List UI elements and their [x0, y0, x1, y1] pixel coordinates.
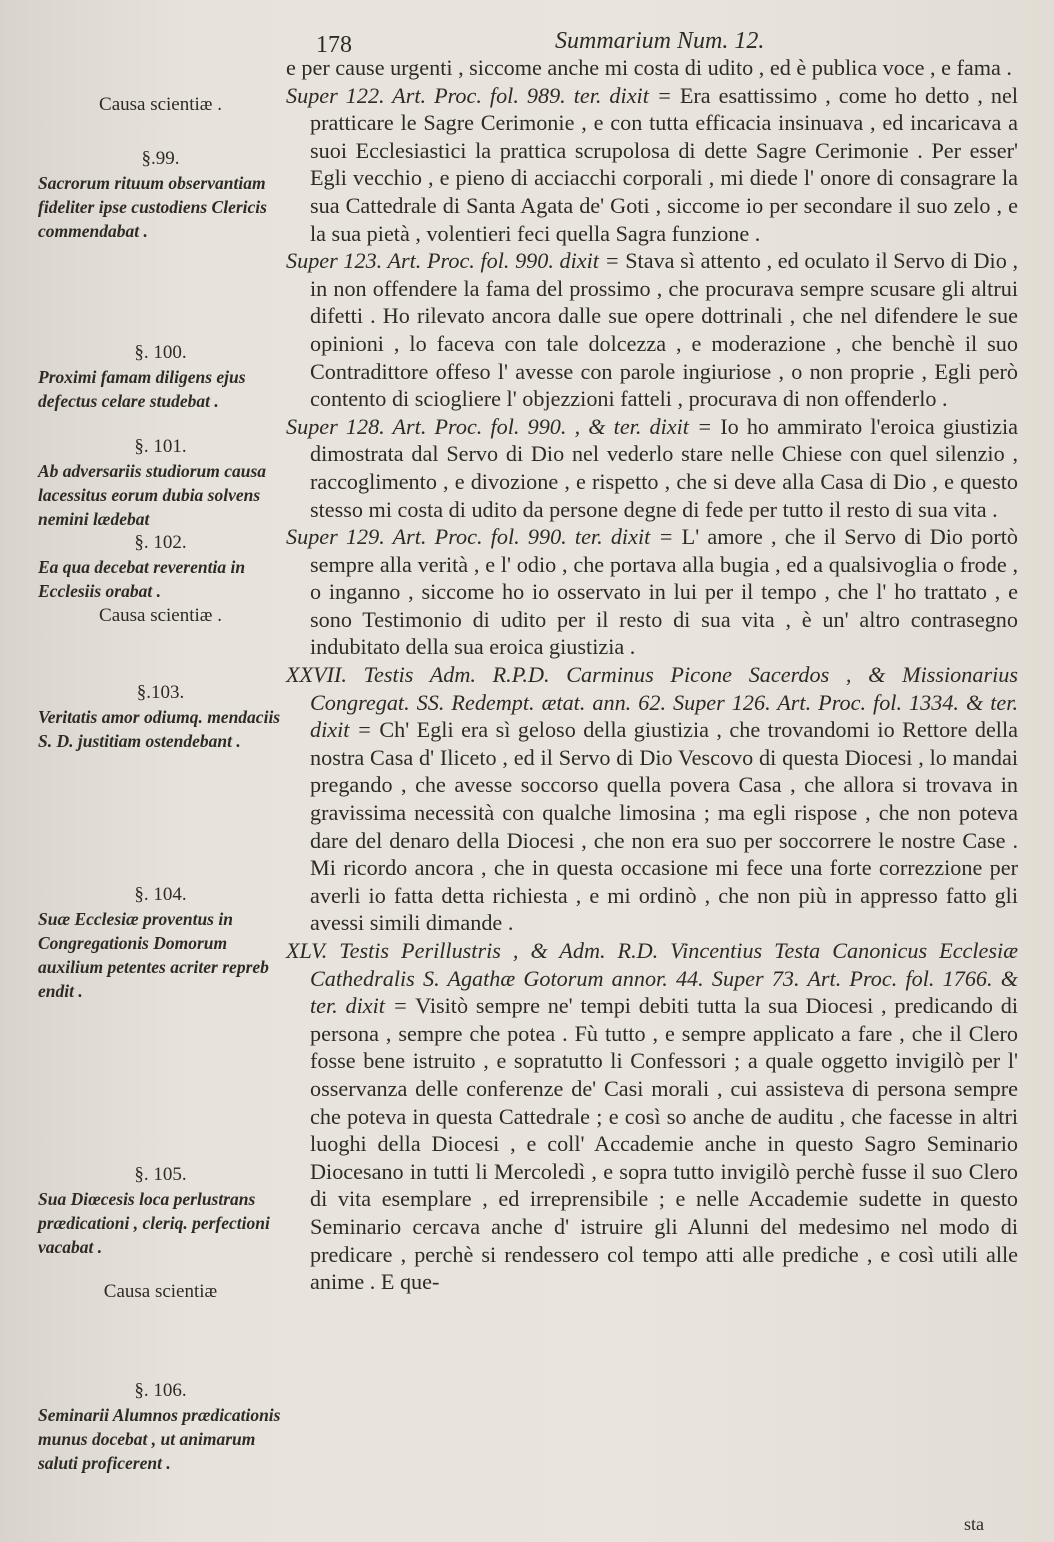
margin-note — [38, 1378, 283, 1475]
margin-note — [38, 530, 283, 628]
section-number: §. 105. — [134, 1164, 187, 1185]
section-number: §. 100. — [134, 342, 187, 363]
paragraph — [286, 82, 1018, 248]
paragraph — [286, 523, 1018, 661]
citation-lead: XLV. Testis Perillustris , & Adm. R.D. Vincentius Testa Canonicus Ecclesiæ Cathedralis S. Agathæ Gotorum annor. 44. Super 73. Art. Proc. fol. 1766. & ter. dixit = — [286, 938, 1018, 1019]
paragraph-text: Stava sì attento , ed oculato il Servo di Dio , in non offendere la fama del prossimo , che procurava sempre scusare gli altrui difetti . Ho rilevato ancora dalle sue opere dottrinali , che nel difendere le sue opinioni , lo faceva con tale dolcezza , e moderazione , che benchè il suo Contradittore offeso l' avesse con parole ingiuriose , o non proprie , Egli però contento di sciogliere l' objezzioni fatteli , procurava di non offenderlo . — [310, 248, 1018, 412]
margin-note — [38, 340, 283, 413]
section-number: §. 106. — [134, 1380, 187, 1401]
paragraph — [286, 413, 1018, 523]
paragraph — [286, 661, 1018, 937]
paragraph-text: L' amore , che il Servo di Dio portò sempre alla verità , e l' odio , che portava alla bugia , ed a qualsivoglia o frode , o inganno , siccome ho io osservato in lui per il tempo , che l' ho trattato , e sono Testimonio di udito per il resto di sua vita , è un' altro contrasegno indubitato della sua eroica giustizia . — [310, 524, 1019, 660]
margin-note — [38, 680, 283, 753]
citation-lead: Super 128. Art. Proc. fol. 990. , & ter. dixit = — [286, 413, 713, 439]
margin-summary: Suæ Ecclesiæ proventus in Congregationis Domorum auxilium petentes acriter repreb endit . — [38, 909, 269, 1001]
causa-label: Causa scientiæ . — [99, 94, 222, 115]
page-number: 178 — [316, 32, 352, 58]
citation-lead: XXVII. Testis Adm. R.P.D. Carminus Picone Sacerdos , & Missionarius Congregat. SS. Redempt. ætat. ann. 62. Super 126. Art. Proc. fol. 1334. & ter. dixit = — [286, 662, 1018, 743]
paragraph — [286, 247, 1018, 413]
running-title: Summarium Num. 12. — [555, 28, 765, 54]
margin-summary: Seminarii Alumnos prædicationis munus docebat , ut animarum saluti proficerent . — [38, 1405, 281, 1473]
paragraph-text: Io ho ammirato l'eroica giustizia dimostrata dal Servo di Dio nel vederlo stare nelle Chiese con quel silenzio , raccoglimento , e divozione , e rispetto , che si deve alla Casa di Dio , e questo stesso mi costa di udito da persone degne di fede per tutto il resto di sua vita . — [310, 413, 1018, 522]
causa-label: Causa scientiæ — [103, 1281, 218, 1302]
main-text — [286, 54, 1018, 1296]
section-number: §. 104. — [134, 884, 187, 905]
margin-summary: Sacrorum rituum observantiam fideliter ipse custodiens Clericis commendabat . — [38, 173, 267, 241]
margin-note — [38, 882, 283, 1003]
margin-summary: Veritatis amor odiumq. mendaciis S. D. justitiam ostendebant . — [38, 707, 281, 751]
paragraph — [286, 54, 1018, 82]
margin-note — [38, 92, 283, 117]
section-number: §.103. — [136, 682, 185, 703]
paragraph-text: Ch' Egli era sì geloso della giustizia , che trovandomi io Rettore della nostra Casa d' Iliceto , ed il Servo di Dio Vescovo di questa Diocesi , lo mandai pregando , che avesse soccorso quella povera Casa , che allora si trovava in gravissima necessità con qualche limosina ; ma egli rispose , che non poteva dare del denaro della Diocesi , che non era suo per soccorrere le nostre Case . Mi ricordo ancora , che in questa occasione mi fece una forte correzzione per averli io fatta detta richiesta , e mi ordinò , che non più in appresso fatto gli avessi simili dimande . — [310, 717, 1018, 936]
margin-note — [38, 146, 283, 243]
citation-lead: Super 122. Art. Proc. fol. 989. ter. dixit = — [286, 82, 672, 108]
margin-note — [38, 1162, 283, 1304]
paragraph-text: e per cause urgenti , siccome anche mi costa di udito , ed è publica voce , e fama . — [286, 55, 1012, 80]
margin-summary: Proximi famam diligens ejus defectus celare studebat . — [38, 367, 246, 411]
section-number: §.99. — [141, 148, 180, 169]
margin-summary: Ea qua decebat reverentia in Ecclesiis orabat . — [38, 557, 246, 601]
section-number: §. 101. — [134, 436, 187, 457]
section-number: §. 102. — [134, 532, 187, 553]
citation-lead: Super 123. Art. Proc. fol. 990. dixit = — [286, 248, 620, 274]
margin-summary: Sua Diœcesis loca perlustrans prædicationi , cleriq. perfectioni vacabat . — [38, 1189, 270, 1257]
causa-label: Causa scientiæ . — [99, 605, 222, 626]
margin-note — [38, 434, 283, 531]
paragraph-text: Era esattissimo , come ho detto , nel pratticare le Sagre Cerimonie , e con tutta efficacia insinuava , ed incaricava a suoi Ecclesiastici la prattica scrupolosa di dette Sagre Cerimonie . Per esser' Egli vecchio , e pieno di acciacchi corporali , mi diede l' onore di consagrare la sua Cattedrale di Santa Agata de' Goti , siccome io per secondare il suo zelo , e la sua pietà , volentieri feci quella Sagra funzione . — [310, 82, 1018, 246]
citation-lead: Super 129. Art. Proc. fol. 990. ter. dixit = — [286, 524, 674, 550]
margin-summary: Ab adversariis studiorum causa lacessitus eorum dubia solvens nemini lædebat — [38, 461, 267, 529]
page-header — [0, 26, 1054, 56]
paragraph — [286, 937, 1018, 1296]
paragraph-text: Visitò sempre ne' tempi debiti tutta la sua Diocesi , predicando di persona , sempre che potea . Fù tutto , e sempre applicato a fare , che il Clero fosse bene istruito , e sopratutto li Confessori ; a quale oggetto invigilò per l' osservanza delle conferenze de' Casi morali , cui assisteva di persona sempre che poteva in questa Cattedrale ; e così so anche de auditu , che facesse in altri luoghi della Diocesi , e coll' Accademie anche in questo Sagro Seminario Diocesano in tutti li Mercoledì , e sopra tutto invigilò perchè fusse il suo Clero di vita esemplare , ed irreprensibile ; e nelle Accademie sudette in questo Seminario cercava anche d' istruire gli Alunni del medesimo nel modo di predicare , perchè si rendessero col tempo atti alle prediche , e così utili alle anime . E que- — [310, 993, 1019, 1295]
catchword: sta — [964, 1514, 984, 1534]
